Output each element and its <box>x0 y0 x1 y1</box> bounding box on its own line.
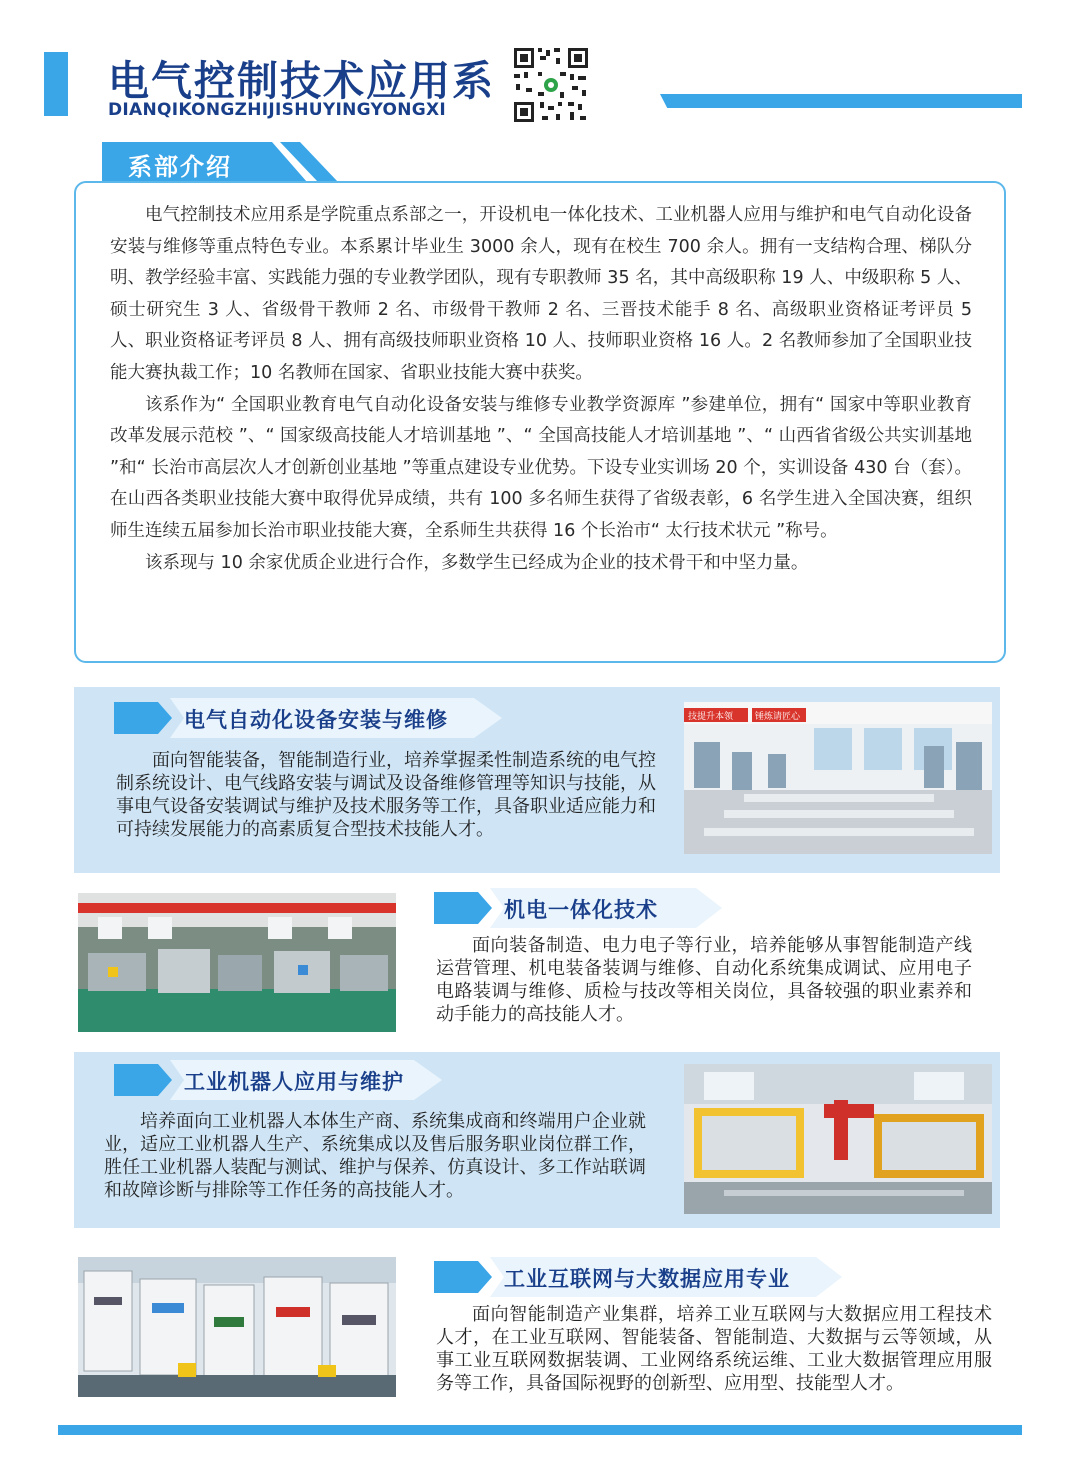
photo-banner-text: 锤炼请匠心 <box>755 712 801 722</box>
header-divider <box>660 94 1022 108</box>
intro-paragraph: 该系作为“ 全国职业教育电气自动化设备安装与维修专业教学资源库 ”参建单位，拥有“ 国家中等职业教育改革发展示范校 ”、“ 国家级高技能人才培训基地 ”、“ 全国高技能人才培训基地 ”、“ 山西省省级公共实训基地 ”和“ 长治市高层次人才创新创业基地 ”等重点建设专业优势。下设专业实训场 20 个，实训设备 430 台（套）。在山西各类职业技能大赛中取得优异成绩，共有 100 多名师生获得了省级表彰，6 名学生进入全国决赛，组织师生连续五届参加长治市职业技能大赛，全系师生共获得 16 个长治市“ 太行技术状元 ”称号。 <box>110 394 972 541</box>
program-description-4 <box>436 1303 992 1395</box>
program-photo-2 <box>78 893 396 1032</box>
program-title-3: 工业机器人应用与维护 <box>184 1070 404 1094</box>
program-description-text: 培养面向工业机器人本体生产商、系统集成商和终端用户企业就业，适应工业机器人生产、系统集成以及售后服务职业岗位群工作，胜任工业机器人装配与测试、维护与保养、仿真设计、多工作站联调和故障诊断与排除等工作任务的高技能人才。 <box>104 1111 646 1201</box>
footer-bar <box>58 1425 1022 1435</box>
program-description-text: 面向智能制造产业集群，培养工业互联网与大数据应用工程技术人才，在工业互联网、智能装备、智能制造、大数据与云等领域，从事工业互联网数据装调、工业网络系统运维、工业大数据管理应用服务等工作，具备国际视野的创新型、应用型、技能型人才。 <box>436 1304 992 1394</box>
qr-code <box>512 46 590 124</box>
program-photo-3 <box>684 1064 992 1214</box>
photo-banner-text: 技提升本领 <box>688 712 734 722</box>
program-description-text: 面向装备制造、电力电子等行业，培养能够从事智能制造产线运营管理、机电装备装调与维修、自动化系统集成调试、应用电子电路装调与维修、质检与技改等相关岗位，具备较强的职业素养和动手能力的高技能人才。 <box>436 935 972 1025</box>
program-tag-4 <box>434 1257 844 1297</box>
program-photo-1 <box>684 702 992 854</box>
header-accent-bar <box>44 52 68 116</box>
program-title-4: 工业互联网与大数据应用专业 <box>504 1267 790 1291</box>
program-description-2 <box>436 934 972 1026</box>
program-tag-2 <box>434 888 724 928</box>
intro-section-tab <box>102 142 342 182</box>
program-title-2: 机电一体化技术 <box>504 898 658 922</box>
intro-text <box>110 200 972 579</box>
page-subtitle: DIANQIKONGZHIJISHUYINGYONGXI <box>108 100 447 120</box>
program-tag-1 <box>114 698 504 738</box>
page-title: 电气控制技术应用系 <box>108 57 495 105</box>
program-title-1: 电气自动化设备安装与维修 <box>184 708 448 732</box>
intro-paragraph: 电气控制技术应用系是学院重点系部之一，开设机电一体化技术、工业机器人应用与维护和电气自动化设备安装与维修等重点特色专业。本系累计毕业生 3000 余人，现有在校生 700 余人。拥有一支结构合理、梯队分明、教学经验丰富、实践能力强的专业教学团队，现有专职教师 35 名，其中高级职称 19 人、中级职称 5 人、硕士研究生 3 人、省级骨干教师 2 名、市级骨干教师 2 名、三晋技术能手 8 名、高级职业资格证考评员 5 人、职业资格证考评员 8 人、拥有高级技师职业资格 10 人、技师职业资格 16 人。2 名教师参加了全国职业技能大赛执裁工作；10 名教师在国家、省职业技能大赛中获奖。 <box>110 205 972 383</box>
program-photo-4 <box>78 1257 396 1397</box>
program-description-1 <box>116 749 656 841</box>
intro-section-title: 系部介绍 <box>128 153 232 181</box>
program-description-text: 面向智能装备，智能制造行业，培养掌握柔性制造系统的电气控制系统设计、电气线路安装与调试及设备维修管理等知识与技能，从事电气设备安装调试与维护及技术服务等工作，具备职业适应能力和可持续发展能力的高素质复合型技术技能人才。 <box>116 750 656 840</box>
program-tag-3 <box>114 1060 444 1100</box>
program-description-3 <box>104 1110 646 1202</box>
intro-paragraph: 该系现与 10 余家优质企业进行合作，多数学生已经成为企业的技术骨干和中坚力量。 <box>145 552 809 573</box>
